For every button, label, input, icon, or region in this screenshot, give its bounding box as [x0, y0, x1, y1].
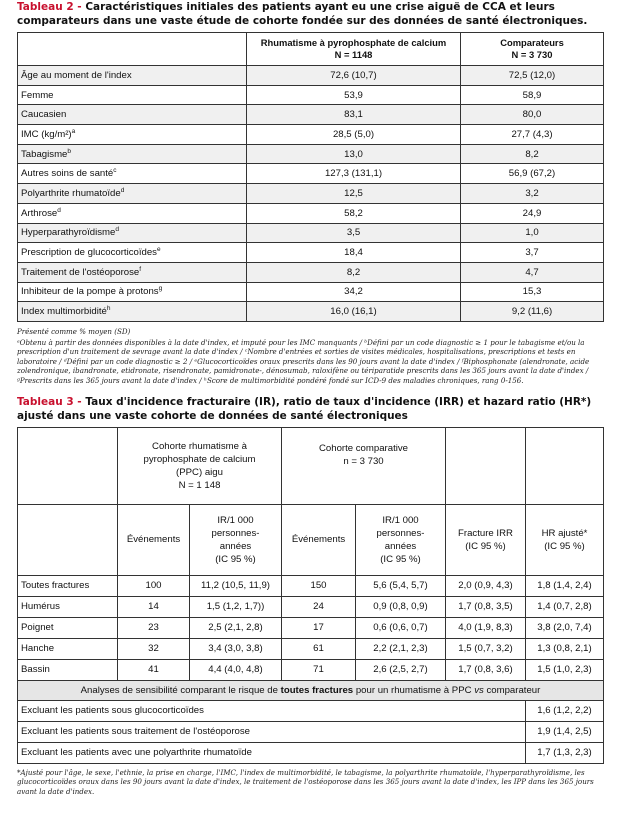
row-label-text: Prescription de glucocorticoïdes	[21, 247, 157, 259]
table3-corner	[18, 427, 118, 504]
table2-ppc-value: 72,6 (10,7)	[247, 66, 461, 86]
table2-row	[18, 223, 604, 243]
sens-pre: Analyses de sensibilité comparant le risque de	[80, 684, 281, 696]
row-label-text: Hyperparathyroïdisme	[21, 227, 116, 239]
row-label-sup: h	[106, 304, 111, 312]
table2-comp-value: 15,3	[461, 282, 604, 302]
table2-header-blank	[18, 33, 247, 66]
table3-sensitivity-heading	[18, 680, 604, 700]
row-label-sup: f	[139, 265, 142, 273]
row-label-text: Tabagisme	[21, 148, 68, 160]
table3-row	[18, 659, 604, 680]
table3-cell-ir2: 0,9 (0,8, 0,9)	[356, 596, 446, 617]
table2-comp-value: 3,2	[461, 184, 604, 204]
row-label-text: Âge au moment de l'index	[21, 69, 132, 81]
cohort-comp-l2: n = 3 730	[343, 455, 384, 467]
table3-sensitivity-row	[18, 742, 604, 763]
table2-row-label	[18, 262, 247, 282]
table2-ppc-value: 34,2	[247, 282, 461, 302]
h-hr-l1: HR ajusté*	[541, 527, 588, 539]
table3-h-events2: Événements	[282, 504, 356, 575]
row-label-text: Arthrose	[21, 207, 58, 219]
sensitivity-label: Excluant les patients sous traitement de l'ostéoporose	[18, 721, 526, 742]
table2-row-label	[18, 144, 247, 164]
table3-h-ir2	[356, 504, 446, 575]
table2-comp-value: 3,7	[461, 243, 604, 263]
table3-cell-ir1: 1,5 (1,2, 1,7))	[190, 596, 282, 617]
table2-row	[18, 302, 604, 322]
table2-row-label	[18, 282, 247, 302]
table3-cell-hr: 1,5 (1,0, 2,3)	[526, 659, 604, 680]
table3-sensitivity-row	[18, 721, 604, 742]
table3-corner2	[18, 504, 118, 575]
table2-comp-value: 9,2 (11,6)	[461, 302, 604, 322]
table3-cell-irr: 1,5 (0,7, 3,2)	[446, 638, 526, 659]
sens-bold: toutes fractures	[280, 684, 354, 696]
table3-cell-ir2: 0,6 (0,6, 0,7)	[356, 617, 446, 638]
row-label-sup: d	[57, 206, 61, 214]
table2-comp-value: 58,9	[461, 85, 604, 105]
table2-ppc-value: 53,9	[247, 85, 461, 105]
table2-ppc-value: 3,5	[247, 223, 461, 243]
row-label-text: Index multimorbidité	[21, 306, 107, 318]
table2-row-label	[18, 184, 247, 204]
table3-cell-ev1: 41	[118, 659, 190, 680]
row-label-text: Femme	[21, 89, 54, 101]
table3-cell-irr: 1,7 (0,8, 3,6)	[446, 659, 526, 680]
table2-row	[18, 262, 604, 282]
table2-header-ppc-l1: Rhumatisme à pyrophosphate de calcium	[260, 37, 447, 48]
table2-row-label	[18, 105, 247, 125]
sens-mid: pour un rhumatisme à PPC	[353, 684, 475, 696]
table3-row-label: Toutes fractures	[18, 575, 118, 596]
cohort-comp-l1: Cohorte comparative	[318, 442, 409, 454]
table2-ppc-value: 83,1	[247, 105, 461, 125]
table3-cell-ev1: 23	[118, 617, 190, 638]
table2-row	[18, 164, 604, 184]
row-label-text: IMC (kg/m²)	[21, 128, 72, 140]
table2-comp-value: 56,9 (67,2)	[461, 164, 604, 184]
table3-title-line2: ajusté dans une vaste cohorte de données de santé électroniques	[17, 409, 408, 422]
table3-title-line1: Taux d'incidence fracturaire (IR), ratio de taux d'incidence (IRR) et hazard ratio (HR*)	[85, 395, 592, 408]
row-label-text: Autres soins de santé	[21, 168, 114, 180]
table3-row	[18, 617, 604, 638]
h-ir-l3: années	[219, 540, 252, 552]
sens-post: comparateur	[483, 684, 541, 696]
document-page	[17, 0, 603, 796]
table2-ppc-value: 28,5 (5,0)	[247, 125, 461, 145]
table2-ppc-value: 18,4	[247, 243, 461, 263]
h-ir-l2: personnes-	[211, 527, 260, 539]
table3-row	[18, 638, 604, 659]
table2-footnotes: ᵃObtenu à partir des données disponibles à la date d'index, et imputé pour les IMC manquants / ᵇDéfini par un code diagnostic ≥ 1 pour le tabagisme et/ou la prescription d'un traitement de sevrage avant la date d'index / ᶜNombre d'entrées et sorties de visites médicales, hospitalisations, prescriptions et tests en laboratoire / ᵈDéfini par un code diagnostic ≥ 2 / ᵉGlucocorticoïdes oraux prescrits dans les 90 jours avant la date d'index / ᶠBiphosphonate (alendronate, acide zolendronique, ibandronate, etidronate, risendronate, pamidronate-, dénosumab, raloxifène ou tériparatide prescrits dans les 365 jours avant la date d'index / ᵍPrescrits dans les 365 jours avant la date d'index / ʰScore de multimorbidité pondéré fondé sur ICD-9 des maladies chroniques, rang 0-156.	[17, 337, 590, 385]
row-label-sup: b	[67, 147, 72, 155]
table3-cell-hr: 1,3 (0,8, 2,1)	[526, 638, 604, 659]
table2-row-label	[18, 223, 247, 243]
table3-cell-ev2: 150	[282, 575, 356, 596]
table2-comp-value: 4,7	[461, 262, 604, 282]
h-ir-l1: IR/1 000	[217, 514, 254, 526]
table3-cohort-comp	[282, 427, 446, 504]
cohort-ppc-l1: Cohorte rhumatisme à	[152, 440, 247, 452]
table3-cell-ev2: 71	[282, 659, 356, 680]
table2-row-label	[18, 164, 247, 184]
table2-notes	[17, 327, 603, 386]
table3-cell-ev2: 61	[282, 638, 356, 659]
cohort-ppc-l4: N = 1 148	[178, 479, 221, 491]
table2-title-line1: Caractéristiques initiales des patients ayant eu une crise aiguë de CCA et leurs	[85, 1, 555, 13]
table3-caption	[17, 395, 603, 423]
row-label-sup: d	[120, 186, 125, 194]
table3-row-label: Poignet	[18, 617, 118, 638]
table2-caption	[17, 0, 603, 28]
table3-h-ir	[190, 504, 282, 575]
h-ir2-l2: personnes-	[376, 527, 425, 539]
table3-head-blank2	[526, 427, 604, 504]
table3-row-label: Hanche	[18, 638, 118, 659]
table3-cell-ir1: 3,4 (3,0, 3,8)	[190, 638, 282, 659]
table3-cell-ev1: 100	[118, 575, 190, 596]
table2-row	[18, 203, 604, 223]
table2-header-ppc	[247, 33, 461, 66]
table3-cell-ev1: 32	[118, 638, 190, 659]
row-label-text: Inhibiteur de la pompe à protons	[21, 286, 159, 298]
h-hr-l2: (IC 95 %)	[544, 540, 585, 552]
table2-comp-value: 8,2	[461, 144, 604, 164]
table2-ppc-value: 13,0	[247, 144, 461, 164]
h-ir-l4: (IC 95 %)	[215, 553, 256, 565]
table2-row	[18, 66, 604, 86]
table3-cell-ir2: 5,6 (5,4, 5,7)	[356, 575, 446, 596]
table2-row-label	[18, 85, 247, 105]
table3-cell-ev1: 14	[118, 596, 190, 617]
sensitivity-hr: 1,7 (1,3, 2,3)	[526, 742, 604, 763]
table2-header-comp-l2: N = 3 730	[511, 49, 553, 60]
table3-cell-ev2: 24	[282, 596, 356, 617]
table3-h-irr	[446, 504, 526, 575]
table2-comp-value: 72,5 (12,0)	[461, 66, 604, 86]
cohort-ppc-l3: (PPC) aigu	[176, 466, 223, 478]
table2-row	[18, 144, 604, 164]
table2-row-label	[18, 203, 247, 223]
table3-label: Tableau 3 -	[17, 395, 86, 408]
table2-comp-value: 24,9	[461, 203, 604, 223]
table2-ppc-value: 12,5	[247, 184, 461, 204]
table3-cell-ir1: 4,4 (4,0, 4,8)	[190, 659, 282, 680]
table3-cell-irr: 2,0 (0,9, 4,3)	[446, 575, 526, 596]
table2-row	[18, 243, 604, 263]
table2-comp-value: 1,0	[461, 223, 604, 243]
table2-row	[18, 105, 604, 125]
table2-presented: Présenté comme % moyen (SD)	[17, 326, 131, 336]
table3-head-blank1	[446, 427, 526, 504]
row-label-sup: d	[115, 226, 120, 234]
table2-row-label	[18, 302, 247, 322]
table2-ppc-value: 127,3 (131,1)	[247, 164, 461, 184]
row-label-text: Traitement de l'ostéoporose	[21, 266, 140, 278]
table2-header-comp	[461, 33, 604, 66]
table2-row-label	[18, 243, 247, 263]
h-irr-l1: Fracture IRR	[458, 527, 513, 539]
table2-row	[18, 184, 604, 204]
sensitivity-hr: 1,6 (1,2, 2,2)	[526, 700, 604, 721]
table3-cell-ir2: 2,2 (2,1, 2,3)	[356, 638, 446, 659]
table3-h-hr	[526, 504, 604, 575]
sens-it: vs	[474, 684, 484, 696]
table3-cell-ev2: 17	[282, 617, 356, 638]
table2-row-label	[18, 66, 247, 86]
table3-cell-ir1: 2,5 (2,1, 2,8)	[190, 617, 282, 638]
cohort-ppc-l2: pyrophosphate de calcium	[143, 453, 256, 465]
sensitivity-label: Excluant les patients sous glucocorticoïdes	[18, 700, 526, 721]
table3-cell-hr: 3,8 (2,0, 7,4)	[526, 617, 604, 638]
table3-row-label: Bassin	[18, 659, 118, 680]
table3-h-events: Événements	[118, 504, 190, 575]
table2-header-comp-l1: Comparateurs	[500, 37, 564, 48]
sensitivity-label: Excluant les patients avec une polyarthrite rhumatoïde	[18, 742, 526, 763]
row-label-text: Caucasien	[21, 109, 67, 121]
table2-title-line2: comparateurs dans une vaste étude de cohorte fondée sur des données de santé électroniques.	[17, 15, 588, 27]
table2-header-ppc-l2: N = 1148	[334, 49, 373, 60]
table2	[17, 32, 604, 322]
table3-cell-hr: 1,8 (1,4, 2,4)	[526, 575, 604, 596]
h-ir2-l4: (IC 95 %)	[380, 553, 421, 565]
h-irr-l2: (IC 95 %)	[465, 540, 506, 552]
table3-cell-hr: 1,4 (0,7, 2,8)	[526, 596, 604, 617]
table2-ppc-value: 16,0 (16,1)	[247, 302, 461, 322]
row-label-sup: g	[158, 285, 163, 293]
h-ir2-l3: années	[384, 540, 417, 552]
table2-row-label	[18, 125, 247, 145]
table2-row	[18, 282, 604, 302]
table3	[17, 427, 604, 764]
table3-row	[18, 575, 604, 596]
sensitivity-hr: 1,9 (1,4, 2,5)	[526, 721, 604, 742]
h-ir2-l1: IR/1 000	[382, 514, 419, 526]
row-label-text: Polyarthrite rhumatoïde	[21, 187, 121, 199]
table3-cell-ir1: 11,2 (10,5, 11,9)	[190, 575, 282, 596]
table2-ppc-value: 8,2	[247, 262, 461, 282]
table2-comp-value: 80,0	[461, 105, 604, 125]
table3-cell-irr: 1,7 (0,8, 3,5)	[446, 596, 526, 617]
row-label-sup: a	[71, 127, 76, 135]
table2-row	[18, 125, 604, 145]
table3-cell-irr: 4,0 (1,9, 8,3)	[446, 617, 526, 638]
table3-sensitivity-row	[18, 700, 604, 721]
table2-comp-value: 27,7 (4,3)	[461, 125, 604, 145]
table2-row	[18, 85, 604, 105]
table3-row-label: Humérus	[18, 596, 118, 617]
row-label-sup: e	[156, 245, 161, 253]
table3-footnote: *Ajusté pour l'âge, le sexe, l'ethnie, la prise en charge, l'IMC, l'index de multimorbidité, le tabagisme, la polyarthrite rhumatoïde, l'hyperparathyroïdisme, les glucocorticoïdes oraux dans les 90 jours avant la date d'index, le traitement de l'ostéoporose dans les 365 jours avant la date d'index, les IPP dans les 365 jours avant la date d'index.	[17, 767, 594, 796]
table3-cohort-ppc	[118, 427, 282, 504]
table2-ppc-value: 58,2	[247, 203, 461, 223]
table3-cell-ir2: 2,6 (2,5, 2,7)	[356, 659, 446, 680]
table2-label: Tableau 2 -	[17, 1, 86, 13]
table3-row	[18, 596, 604, 617]
row-label-sup: c	[113, 167, 117, 175]
